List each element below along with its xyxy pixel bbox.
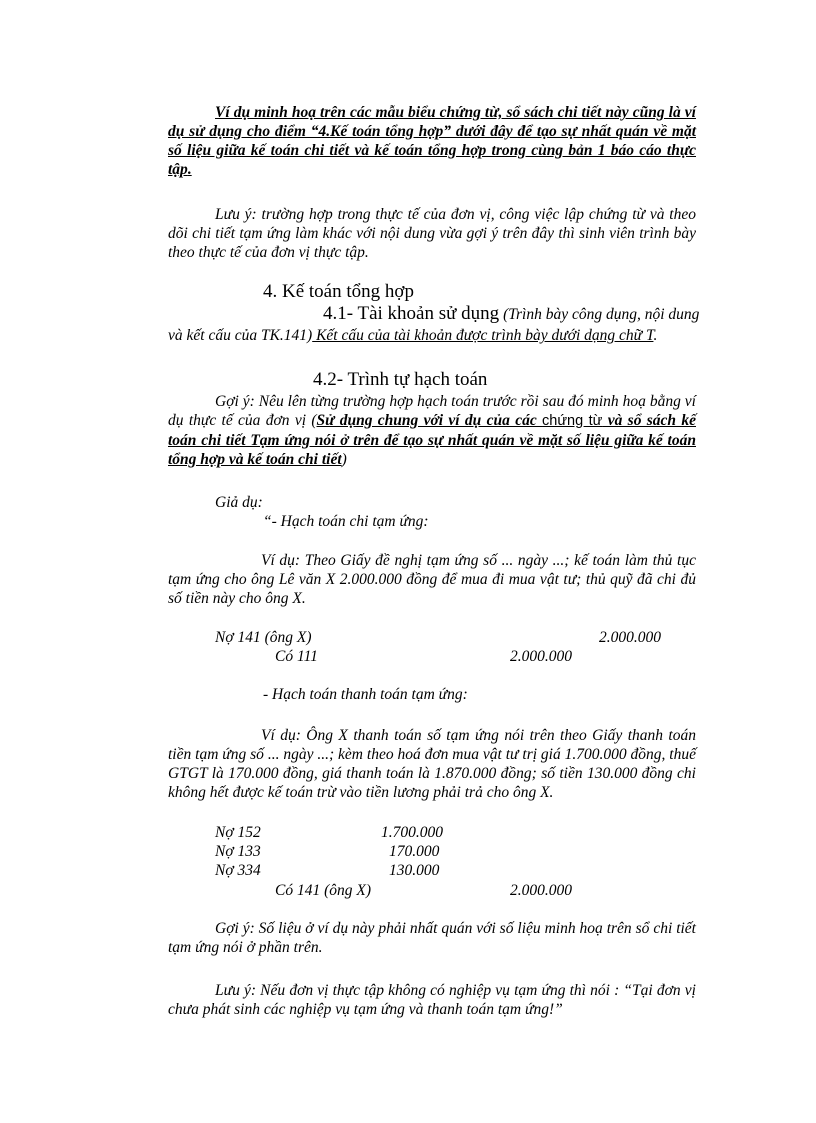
section-4-1-title: 4.1- Tài khoản sử dụng <box>323 303 500 324</box>
section-4-1-desc-c: Kết cấu của tài khoản được trình bày dưới dạng chữ T <box>312 327 654 344</box>
case-2-title: - Hạch toán thanh toán tạm ứng: <box>263 686 468 703</box>
hint-bold-b: chứng từ <box>542 413 603 429</box>
note-paragraph-1: Lưu ý: trường hợp trong thực tế của đơn vị, công việc lập chứng từ và theo dõi chi tiết tạm ứng làm khác với nội dung vừa gợi ý trên đây thì sinh viên trình bày theo thực tế của đơn vị thực tập. <box>168 206 696 261</box>
note-paragraph-2: Lưu ý: Nếu đơn vị thực tập không có nghiệp vụ tạm ứng thì nói : “Tại đơn vị chưa phát sinh các nghiệp vụ tạm ứng và thanh toán tạm ứng!” <box>168 982 696 1018</box>
section-4-1-line2 <box>168 327 657 345</box>
intro-text: Ví dụ minh hoạ trên các mẫu biểu chứng từ, sổ sách chi tiết này cũng là ví dụ sử dụng cho điểm “4.Kế toán tổng hợp” dưới đây để tạo sự nhất quán về mặt số liệu giữa kế toán chi tiết và kế toán tổng hợp trong cùng bản 1 báo cáo thực tập <box>168 104 696 178</box>
entry-2-credit-label: Có 141 (ông X) <box>275 882 372 899</box>
entry-1-debit-label: Nợ 141 (ông X) <box>215 629 312 646</box>
case-2-text: Ví dụ: Ông X thanh toán số tạm ứng nói trên theo Giấy thanh toán tiền tạm ứng số ... ngày ...; kèm theo hoá đơn mua vật tư trị giá 1.700.000 đồng, thuế GTGT là 170.000 đồng, giá thanh toán là 1.870.000 đồng; số tiền 130.000 đồng chi không hết được kế toán trừ vào tiền lương phải trả cho ông X. <box>168 727 696 801</box>
hint-prefix: Gợi ý: Nêu lên từng trường hợp hạch toán trước rồi sau đó minh hoạ bằng ví dụ thực tế của đơn vị ( <box>168 393 696 429</box>
hint-paragraph-1 <box>168 392 696 469</box>
section-4-2-heading: 4.2- Trình tự hạch toán <box>313 369 488 390</box>
intro-period: . <box>187 161 192 178</box>
hint-bold-a: Sử dụng chung với ví dụ của các <box>316 412 543 429</box>
entry-1-credit-amount: 2.000.000 <box>510 648 572 665</box>
entry-2-row-label: Nợ 133 <box>215 843 261 860</box>
section-4-1-desc-d: . <box>653 327 658 344</box>
entry-2-row-amount: 1.700.000 <box>381 824 443 841</box>
intro-paragraph <box>168 103 696 179</box>
entry-2-row-amount: 130.000 <box>389 862 440 879</box>
entry-2-row-amount: 170.000 <box>389 843 440 860</box>
entry-1-debit-amount: 2.000.000 <box>599 629 661 646</box>
hint-bold-c: và sổ sách kế toán chi tiết Tạm ứng nói ở trên để tạo sự nhất quán về mặt số liệu giữa kế toán tổng hợp và kế toán chi tiết <box>168 412 696 468</box>
section-4-1-line1 <box>323 303 699 325</box>
hint-suffix: ) <box>341 451 347 468</box>
hint-paragraph-2: Gợi ý: Số liệu ở ví dụ này phải nhất quán với số liệu minh hoạ trên sổ chi tiết tạm ứng nói ở phần trên. <box>168 920 696 956</box>
case-1-text: Ví dụ: Theo Giấy đề nghị tạm ứng số ... ngày ...; kế toán làm thủ tục tạm ứng cho ông Lê văn X 2.000.000 đồng để mua đi mua vật tư; thủ quỹ đã chi đủ số tiền này cho ông X. <box>168 552 696 607</box>
gia-du-label: Giả dụ: <box>215 494 263 511</box>
section-4-heading: 4. Kế toán tổng hợp <box>263 281 414 302</box>
entry-2-credit-amount: 2.000.000 <box>510 882 572 899</box>
entry-2-row-label: Nợ 152 <box>215 824 261 841</box>
case-1-title: “- Hạch toán chi tạm ứng: <box>263 513 429 530</box>
entry-2-row-label: Nợ 334 <box>215 862 261 879</box>
section-4-1-desc-b: và kết cấu của TK.141) <box>168 327 313 344</box>
section-4-1-desc-a: (Trình bày công dụng, nội dung <box>499 306 700 323</box>
entry-1-credit-label: Có 111 <box>275 648 318 665</box>
